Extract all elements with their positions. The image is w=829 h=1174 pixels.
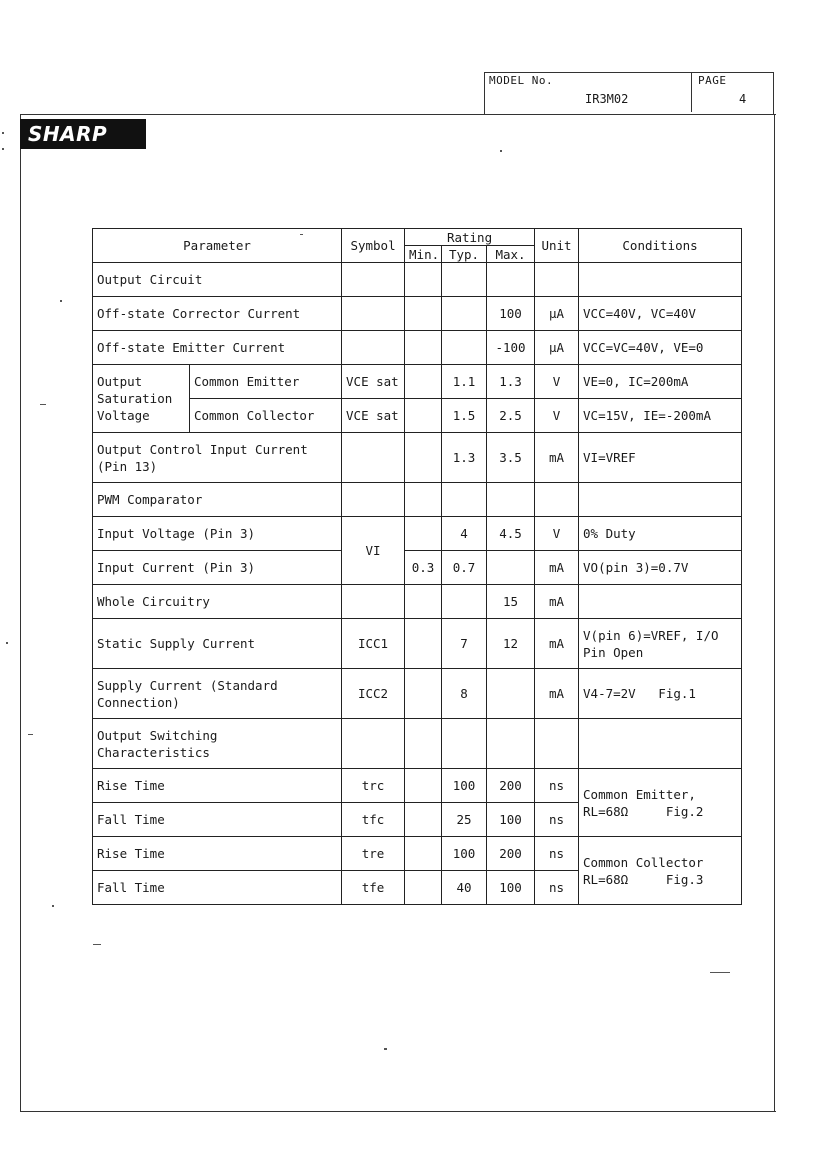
row-typ: 1.1 — [442, 365, 487, 399]
row-param: Input Voltage (Pin 3) — [93, 517, 342, 551]
table-row — [93, 399, 742, 433]
condition-line: Common Emitter, — [583, 786, 696, 802]
table-row — [93, 263, 742, 297]
row-group-label: Output Saturation Voltage — [93, 365, 190, 433]
row-unit: mA — [535, 585, 579, 619]
row-conditions: VE=0, IC=200mA — [579, 365, 742, 399]
row-max: 200 — [487, 837, 535, 871]
row-param: Off-state Emitter Current — [93, 331, 342, 365]
row-typ: 1.5 — [442, 399, 487, 433]
row-unit: ns — [535, 837, 579, 871]
row-param: Whole Circuitry — [93, 585, 342, 619]
row-unit: mA — [535, 433, 579, 483]
row-max: 100 — [487, 297, 535, 331]
row-typ: 100 — [442, 769, 487, 803]
scan-speck — [300, 234, 303, 235]
row-param: PWM Comparator — [93, 483, 342, 517]
row-param: Output Control Input Current (Pin 13) — [93, 433, 342, 483]
row-conditions: VCC=40V, VC=40V — [579, 297, 742, 331]
row-symbol: VCE sat — [342, 365, 405, 399]
row-symbol: tfc — [342, 803, 405, 837]
header-rating: Rating — [405, 229, 535, 246]
sharp-logo: SHARP — [20, 119, 146, 149]
table-row — [93, 619, 742, 669]
row-param: Static Supply Current — [93, 619, 342, 669]
row-conditions: VC=15V, IE=-200mA — [579, 399, 742, 433]
row-param: Input Current (Pin 3) — [93, 551, 342, 585]
row-typ: 100 — [442, 837, 487, 871]
row-param: Rise Time — [93, 837, 342, 871]
row-symbol: tre — [342, 837, 405, 871]
table-row — [93, 837, 742, 871]
row-unit: V — [535, 365, 579, 399]
row-unit: ns — [535, 803, 579, 837]
row-conditions: VO(pin 3)=0.7V — [579, 551, 742, 585]
table-row — [93, 669, 742, 719]
table-row — [93, 483, 742, 517]
table-row — [93, 585, 742, 619]
row-max: 200 — [487, 769, 535, 803]
header-parameter: Parameter — [93, 229, 342, 263]
row-typ: 0.7 — [442, 551, 487, 585]
header-conditions: Conditions — [579, 229, 742, 263]
header-min: Min. — [405, 246, 442, 263]
table-row — [93, 769, 742, 803]
table-row — [93, 517, 742, 551]
row-conditions: VCC=VC=40V, VE=0 — [579, 331, 742, 365]
scan-speck — [60, 300, 62, 302]
row-conditions: VI=VREF — [579, 433, 742, 483]
row-max: 4.5 — [487, 517, 535, 551]
scan-speck — [384, 1048, 387, 1050]
scan-speck — [28, 734, 33, 735]
row-max: 100 — [487, 871, 535, 905]
row-max: 15 — [487, 585, 535, 619]
electrical-characteristics-table — [92, 228, 742, 905]
scan-speck — [710, 972, 730, 973]
row-symbol: tfe — [342, 871, 405, 905]
row-param: Rise Time — [93, 769, 342, 803]
row-unit: mA — [535, 619, 579, 669]
condition-line: RL=68Ω Fig.3 — [583, 871, 704, 887]
row-conditions-common-collector — [579, 837, 742, 905]
table-row — [93, 551, 742, 585]
row-max: 100 — [487, 803, 535, 837]
row-param: Fall Time — [93, 803, 342, 837]
page-frame-right — [774, 114, 775, 1112]
row-unit: V — [535, 517, 579, 551]
row-typ: 8 — [442, 669, 487, 719]
row-typ: 40 — [442, 871, 487, 905]
row-param: Off-state Corrector Current — [93, 297, 342, 331]
scan-speck — [52, 905, 54, 907]
model-label: MODEL No. — [489, 74, 554, 87]
model-value: IR3M02 — [585, 92, 629, 106]
header-divider — [691, 72, 692, 112]
scan-speck — [6, 642, 8, 644]
header-max: Max. — [487, 246, 535, 263]
row-conditions: V4-7=2V Fig.1 — [579, 669, 742, 719]
page-label: PAGE — [698, 74, 727, 87]
scan-speck — [2, 148, 4, 150]
row-typ: 7 — [442, 619, 487, 669]
row-unit: μA — [535, 331, 579, 365]
row-param: Fall Time — [93, 871, 342, 905]
row-symbol: ICC1 — [342, 619, 405, 669]
table-row — [93, 433, 742, 483]
row-symbol: trc — [342, 769, 405, 803]
row-typ: 25 — [442, 803, 487, 837]
page-number: 4 — [739, 92, 747, 106]
row-max: -100 — [487, 331, 535, 365]
row-min: 0.3 — [405, 551, 442, 585]
row-conditions: V(pin 6)=VREF, I/O Pin Open — [579, 619, 742, 669]
row-max: 2.5 — [487, 399, 535, 433]
page-frame-left — [20, 114, 21, 1112]
row-unit: V — [535, 399, 579, 433]
header-typ: Typ. — [442, 246, 487, 263]
row-param: Supply Current (Standard Connection) — [93, 669, 342, 719]
table-row — [93, 365, 742, 399]
table-header-row — [93, 229, 742, 246]
condition-line: Common Collector — [583, 854, 704, 870]
condition-line: RL=68Ω Fig.2 — [583, 803, 704, 819]
header-unit: Unit — [535, 229, 579, 263]
scan-speck — [2, 132, 4, 134]
row-max: 3.5 — [487, 433, 535, 483]
row-unit: mA — [535, 551, 579, 585]
row-subparam: Common Collector — [190, 399, 342, 433]
row-symbol: ICC2 — [342, 669, 405, 719]
row-max: 12 — [487, 619, 535, 669]
row-typ: 1.3 — [442, 433, 487, 483]
row-symbol: VCE sat — [342, 399, 405, 433]
row-symbol: VI — [342, 517, 405, 585]
row-typ: 4 — [442, 517, 487, 551]
row-unit: μA — [535, 297, 579, 331]
row-max: 1.3 — [487, 365, 535, 399]
table-row — [93, 719, 742, 769]
row-conditions-common-emitter — [579, 769, 742, 837]
page-frame-bottom — [20, 1111, 776, 1112]
header-symbol: Symbol — [342, 229, 405, 263]
row-unit: ns — [535, 769, 579, 803]
scan-speck — [40, 404, 46, 405]
row-subparam: Common Emitter — [190, 365, 342, 399]
row-conditions: 0% Duty — [579, 517, 742, 551]
table-row — [93, 297, 742, 331]
table-row — [93, 331, 742, 365]
scan-speck — [500, 150, 502, 152]
scan-speck — [93, 944, 101, 945]
row-unit: ns — [535, 871, 579, 905]
row-param: Output Circuit — [93, 263, 342, 297]
row-param: Output Switching Characteristics — [93, 719, 342, 769]
row-unit: mA — [535, 669, 579, 719]
